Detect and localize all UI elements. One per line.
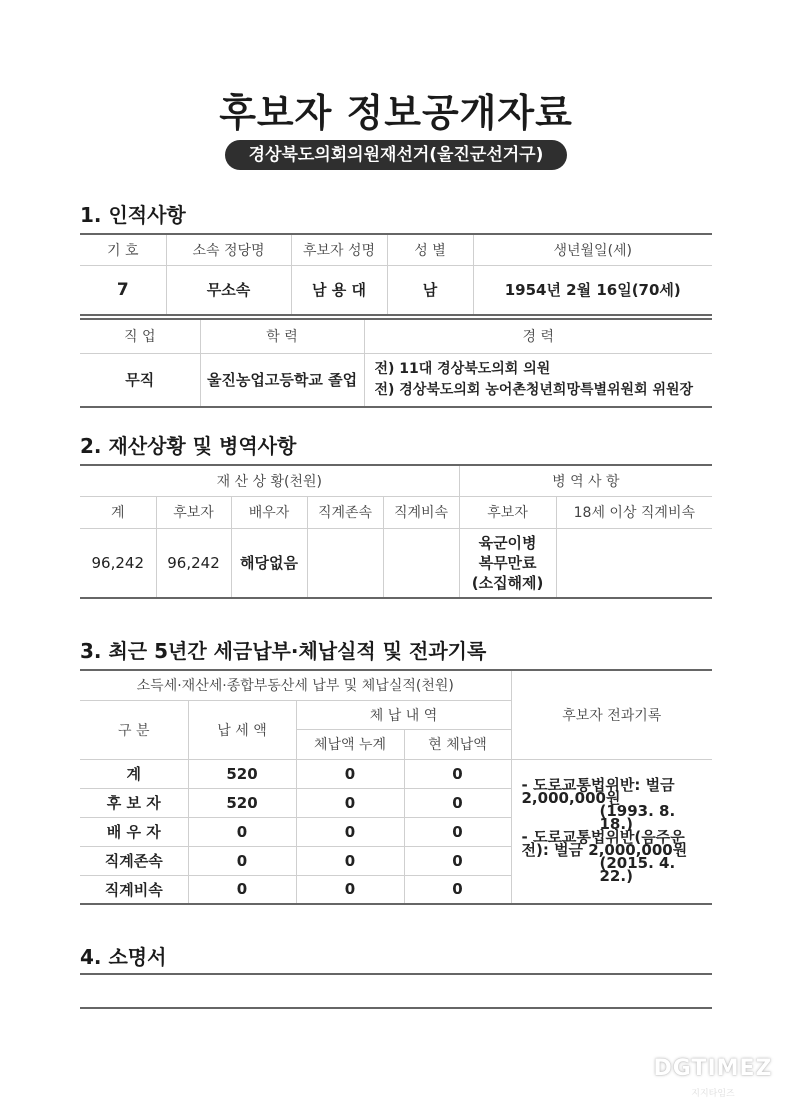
watermark-subtext: 지지타임즈 xyxy=(691,1089,735,1099)
header-arrears: 체 납 내 역 xyxy=(296,700,511,729)
header-career: 경 력 xyxy=(364,319,712,353)
statement-bottom-rule xyxy=(80,1007,712,1009)
criminal-date: (1993. 8. 18.) xyxy=(599,802,676,834)
value-descendants xyxy=(383,528,459,598)
value-ascendants xyxy=(307,528,383,598)
header-criminal: 후보자 전과기록 xyxy=(511,670,712,759)
career-item: 전) 11대 경상북도의회 의원 xyxy=(374,360,551,377)
table-row: 직계존속 0 0 0 xyxy=(80,846,712,875)
header-tax-group: 소득세·재산세·종합부동산세 납부 및 체납실적(천원) xyxy=(80,670,511,700)
header-arrears-current: 현 체납액 xyxy=(404,729,511,759)
value-military-children xyxy=(556,528,712,598)
table-row: 후 보 자 520 0 0 xyxy=(80,788,712,817)
table-row: 직계비속 0 0 0 xyxy=(80,875,712,904)
header-ascendants: 직계존속 xyxy=(307,496,383,528)
value-career xyxy=(364,353,712,407)
header-total: 계 xyxy=(80,496,156,528)
header-number: 기 호 xyxy=(80,234,166,265)
criminal-item: - 도로교통법위반: 벌금 2,000,000원 xyxy=(521,776,675,808)
property-military-table xyxy=(80,464,712,599)
header-candidate: 후보자 xyxy=(156,496,231,528)
criminal-record xyxy=(511,759,712,904)
watermark-logo: DGTIMEZ xyxy=(653,1056,773,1081)
value-education: 울진농업고등학교 졸업 xyxy=(200,353,364,407)
personal-info-table xyxy=(80,233,712,316)
tax-criminal-table xyxy=(80,669,712,905)
header-descendants: 직계비속 xyxy=(383,496,459,528)
value-birthdate: 1954년 2월 16일(70세) xyxy=(473,265,712,315)
header-military-children: 18세 이상 직계비속 xyxy=(556,496,712,528)
header-category: 구 분 xyxy=(80,700,188,759)
value-job: 무직 xyxy=(80,353,200,407)
header-spouse: 배우자 xyxy=(231,496,307,528)
section-title-personal: 1. 인적사항 xyxy=(80,203,186,227)
header-paid: 납 세 액 xyxy=(188,700,296,759)
criminal-item: - 도로교통법위반(음주운전): 벌금 2,000,000원 xyxy=(521,828,688,860)
table-row: 배 우 자 0 0 0 xyxy=(80,817,712,846)
value-candidate: 96,242 xyxy=(156,528,231,598)
value-name: 남 용 대 xyxy=(291,265,387,315)
criminal-date: (2015. 4. 22.) xyxy=(599,854,676,886)
header-job: 직 업 xyxy=(80,319,200,353)
header-property-group: 재 산 상 황(천원) xyxy=(80,465,459,496)
statement-top-rule xyxy=(80,973,712,975)
header-education: 학 력 xyxy=(200,319,364,353)
value-spouse: 해당없음 xyxy=(231,528,307,598)
election-subtitle-badge: 경상북도의회의원재선거(울진군선거구) xyxy=(225,140,567,170)
value-gender: 남 xyxy=(387,265,473,315)
value-total: 96,242 xyxy=(80,528,156,598)
document-title: 후보자 정보공개자료 xyxy=(219,91,573,135)
header-military-group: 병 역 사 항 xyxy=(459,465,712,496)
value-party: 무소속 xyxy=(166,265,291,315)
value-military-candidate: 육군이병 복무만료 (소집해제) xyxy=(459,528,556,598)
career-item: 전) 경상북도의회 농어촌청년희망특별위원회 위원장 xyxy=(374,381,694,398)
header-birthdate: 생년월일(세) xyxy=(473,234,712,265)
table-row: 계 520 0 0 - 도로교통법위반: 벌금 2,000,000원 (1993. 8. 18.) - 도로교통법위반(음주운전): 벌금 2,000,000원 (2015. 4. 22.) xyxy=(80,759,712,788)
header-military-candidate: 후보자 xyxy=(459,496,556,528)
career-table xyxy=(80,318,712,408)
section-title-property: 2. 재산상황 및 병역사항 xyxy=(80,434,297,458)
section-title-tax: 3. 최근 5년간 세금납부·체납실적 및 전과기록 xyxy=(80,639,487,663)
header-name: 후보자 성명 xyxy=(291,234,387,265)
value-number: 7 xyxy=(80,265,166,315)
header-gender: 성 별 xyxy=(387,234,473,265)
header-arrears-total: 체납액 누계 xyxy=(296,729,404,759)
header-party: 소속 정당명 xyxy=(166,234,291,265)
section-title-statement: 4. 소명서 xyxy=(80,945,167,969)
